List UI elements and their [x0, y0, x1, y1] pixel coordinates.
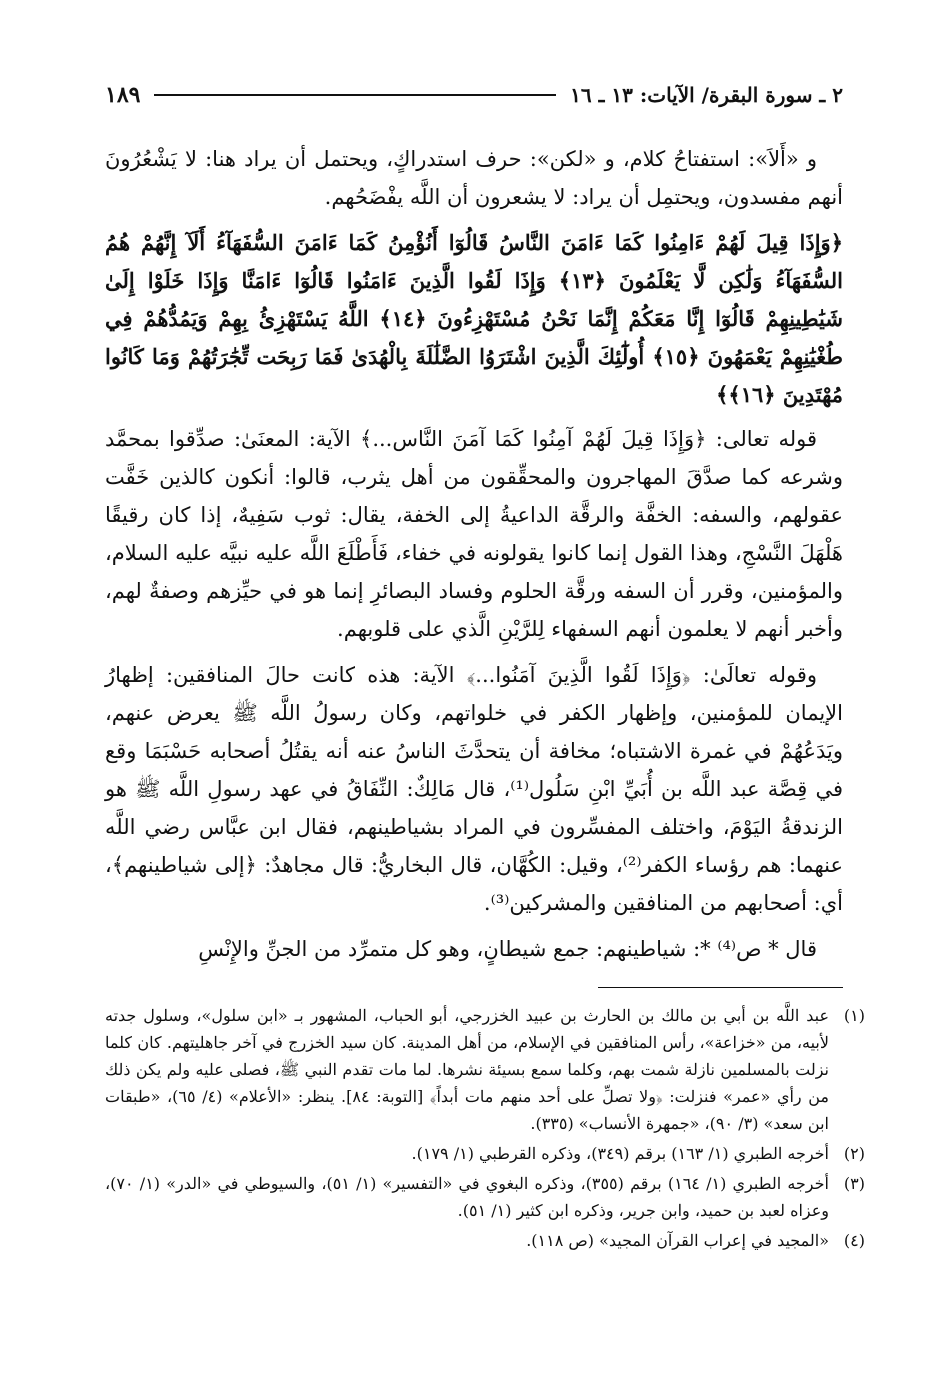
- paragraph-1: و «أَلاَ»: استفتاحُ كلام، و «لكن»: حرف استدراكٍ، ويحتمل أن يراد هنا: لا يَشْعُرُونَ أنهم مفسدون، ويحتمِل أن يراد: لا يشعرون أن اللَّه يفْضَحُهم.: [105, 147, 843, 209]
- paragraph-2: قوله تعالى: ﴿وَإِذَا قِيلَ لَهُمْ آمِنُوا كَمَا آمَنَ النَّاس...﴾ الآية: المعنَىٰ: صدِّقوا بمحمَّد وشرعه كما صدَّقَ المهاجرون والمحقِّقون من أهل يثرب، قالوا: أنكون كالذين خَفَّت عقولهم، والسفه: الخفَّة والرقَّة الداعيةُ إلى الخفة، يقال: ثوب سَفِيهٌ، إذا كان رقيقًا هَلْهَلَ النَّسْجِ، وهذا القول إنما كانوا يقولونه في خفاء، فَأَطْلَعَ اللَّه عليه نبيَّه عليه السلام، والمؤمنين، وقرر أن السفه ورقَّة الحلوم وفساد البصائرِ إنما هو في حيِّزهم وصفةٌ لهم، وأخبر أنهم لا يعلمون أنهم السفهاء لِلرَّيْنِ الَّذي على قلوبهم.: [105, 427, 843, 641]
- footnote-2: [105, 1140, 865, 1167]
- footnote-number: (٣): [843, 1174, 865, 1193]
- quran-verses: ﴿وَإِذَا قِيلَ لَهُمْ ءَامِنُوا كَمَا ءَامَنَ النَّاسُ قَالُوٓا أَنُؤْمِنُ كَمَا ءَامَنَ السُّفَهَآءُ أَلَآ إِنَّهُمْ هُمُ السُّفَهَآءُ وَلَٰكِن لَّا يَعْلَمُونَ ﴿١٣﴾ وَإِذَا لَقُوا الَّذِينَ ءَامَنُوا قَالُوٓا ءَامَنَّا وَإِذَا خَلَوْا إِلَىٰ شَيَٰطِينِهِمْ قَالُوٓا إِنَّا مَعَكُمْ إِنَّمَا نَحْنُ مُسْتَهْزِءُونَ ﴿١٤﴾ اللَّهُ يَسْتَهْزِئُ بِهِمْ وَيَمُدُّهُمْ فِي طُغْيَٰنِهِمْ يَعْمَهُونَ ﴿١٥﴾ أُولَٰٓئِكَ الَّذِينَ اشْتَرَوُا الضَّلَٰلَةَ بِالْهُدَىٰ فَمَا رَبِحَت تِّجَٰرَتُهُمْ وَمَا كَانُوا مُهْتَدِينَ ﴿١٦﴾﴾: [105, 230, 844, 407]
- footnote-number: (١): [843, 1006, 865, 1025]
- footnote-text: عبد اللَّه بن أبي بن مالك بن الحارث بن عبيد الخزرجي، أبو الحباب، المشهور بـ «ابن سلول»، وسلول جدته لأبيه، من «خزاعة»، رأس المنافقين في الإسلام، من أهل المدينة. كان سيد الخزرج في آخر جاهليتهم. كان كلما نزلت بالمسلمين نازلة شمت بهم، وكلما سمع بسيئة نشرها. لما مات تقدم النبي ﷺ، فصلى عليه ولم يكن ذلك من رأي «عمر» فنزلت: ﴿ولا تصلِّ على أحد منهم مات أبداً﴾ [التوبة: ٨٤]. ينظر: «الأعلام» (٤/ ٦٥)، «طبقات ابن سعد» (٣/ ٩٠)، «جمهرة الأنساب» (٣٣٥).: [105, 1006, 829, 1133]
- paragraph-4: قال * ص⁽⁴⁾ *: شياطينهم: جمع شيطانٍ، وهو كل متمرِّد من الجنِّ والإِنْسِ: [198, 937, 817, 961]
- page-header: [105, 78, 843, 112]
- footnote-text: أخرجه الطبري (١/ ١٦٣) برقم (٣٤٩)، وذكره القرطبي (١/ ١٧٩).: [411, 1144, 829, 1163]
- footnote-text: أخرجه الطبري (١/ ١٦٤) برقم (٣٥٥)، وذكره البغوي في «التفسير» (١/ ٥١)، والسيوطي في «الدر» (١/ ٧٠)، وعزاه لعبد بن حميد، وابن جرير، وذكره ابن كثير (١/ ٥١).: [105, 1174, 829, 1220]
- running-head: ٢ ـ سورة البقرة/ الآيات: ١٣ ـ ١٦: [570, 83, 843, 107]
- footnote-text: «المجيد في إعراب القرآن المجيد» (ص ١١٨).: [526, 1231, 829, 1250]
- footnote-3: [105, 1170, 865, 1224]
- footnotes: [105, 1002, 865, 1257]
- header-rule: [154, 94, 556, 96]
- footnote-4: [105, 1227, 865, 1254]
- main-text: [105, 140, 843, 976]
- footnote-1: [105, 1002, 865, 1137]
- page-number: ١٨٩: [105, 82, 141, 108]
- footnote-number: (٤): [843, 1231, 865, 1250]
- paragraph-3: وقوله تعالَىٰ: ﴿وَإِذَا لَقُوا الَّذِينَ آمَنُوا...﴾ الآية: هذه كانت حالَ المنافقين: إظهارُ الإيمان للمؤمنين، وإظهار الكفر في خلواتهم، وكان رسولُ اللَّه ﷺ يعرض عنهم، ويَدَعُهُمْ في غمرة الاشتباه؛ مخافة أن يتحدَّثَ الناسُ عنه أنه يقتُلُ أصحابه حَسْبَمَا وقع في قِصَّة عبد اللَّه بن أُبَيِّ ابْنِ سَلُول⁽¹⁾، قال مَالِكٌ: النِّفَاقُ في عهد رسولِ اللَّه ﷺ هو الزندقةُ اليَوْمَ، واختلف المفسِّرون في المراد بشياطينهم، فقال ابن عبَّاس رضي اللَّه عنهما: هم رؤساء الكفر⁽²⁾، وقيل: الكُهَّان، قال البخاريُّ: قال مجاهدٌ: ﴿إلى شياطينهم﴾، أي: أصحابهم من المنافقين والمشركين⁽³⁾.: [105, 663, 844, 915]
- footnote-rule: [598, 987, 843, 988]
- footnote-number: (٢): [843, 1144, 865, 1163]
